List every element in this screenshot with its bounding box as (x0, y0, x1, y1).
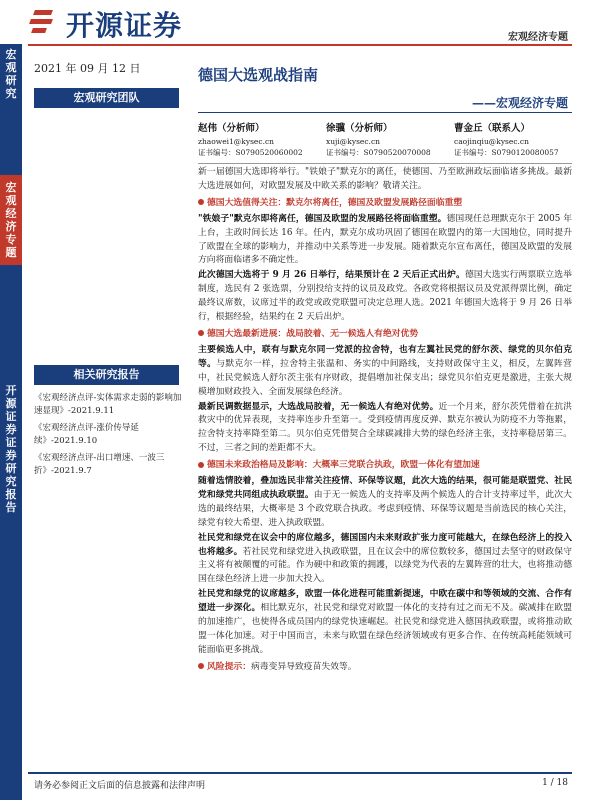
author-email[interactable]: caojinqiu@kysec.cn (454, 137, 529, 146)
related-reports-list (34, 392, 186, 482)
bullet-icon (198, 663, 204, 669)
intro-paragraph: 新一届德国大选即将举行。"铁娘子"默克尔的离任，使德国、乃至欧洲政坛面临诸多挑战。最新大选进展如何，对欧盟发展及中欧关系的影响？敬请关注。 (198, 167, 572, 191)
author-card (326, 123, 446, 158)
report-body (198, 166, 572, 677)
author-name: 徐骥（分析师） (326, 123, 393, 134)
author-email[interactable]: xuji@kysec.cn (326, 137, 380, 146)
side-strip (0, 44, 22, 800)
bullet-icon (198, 462, 204, 468)
related-report-item[interactable]: 《宏观经济点评-涨价传导延续》-2021.9.10 (34, 423, 139, 446)
header-tag: 宏观经济专题 (508, 32, 568, 43)
section-heading: 德国大选值得关注：默克尔将离任，德国及欧盟发展路径面临重塑 (198, 197, 572, 211)
logo-icon (30, 8, 58, 36)
team-label: 宏观研究团队 (34, 88, 179, 108)
side-strip-highlight (0, 175, 22, 265)
title-divider (198, 112, 572, 113)
side-label-bottom: 开源证券 证券研究报告 (5, 384, 17, 514)
author-name: 赵伟（分析师） (198, 123, 265, 134)
author-name: 曹金丘（联系人） (454, 123, 531, 134)
report-date: 2021 年 09 月 12 日 (34, 62, 141, 75)
body-paragraph: 主要候选人中，联有与默克尔同一党派的拉舍特，也有左翼社民党的舒尔茨、绿党的贝尔伯克等。与默克尔一样，拉舍特主张温和、务实的中间路线，支持财政保守主义，相反，左翼阵营中，社民党候选人舒尔茨主张有序财政，提倡增加社保支出；绿党贝尔伯克更是激进，主张大规模增加财政投入、全面发展绿色经济。 (198, 344, 572, 397)
footer-disclaimer: 请务必参阅正文后面的信息披露和法律声明 (34, 781, 206, 791)
author-email[interactable]: zhaowei1@kysec.cn (198, 137, 274, 146)
page-subtitle: ——宏观经济专题 (471, 96, 568, 110)
body-paragraph: 最新民调数据显示，大选战局胶着，无一候选人有绝对优势。近一个月来，舒尔茨凭借着在抗洪救灾中的优异表现，支持率连步升至第一。受到疫情再度反弹、默克尔被认为防疫不力等拖累，拉舍特支持率降至第二。贝尔伯克凭借契合全球碳减排大势的绿色经济主张，支持率稳居第三。不过，三者之间的差距都不大。 (198, 401, 572, 454)
section-heading: 德国大选最新进展：战局胶着、无一候选人有绝对优势 (198, 328, 572, 342)
author-cert: 证书编号：S0790120080057 (454, 148, 559, 157)
body-paragraph: "铁娘子"默克尔即将离任，德国及欧盟的发展路径将面临重塑。德国现任总理默克尔于 2005 年上台，主政时间长达 16 年。任内，默克尔成功巩固了德国在欧盟内的第一大国地位，同时提升了欧盟在全球的影响力，并推动中关系等进一步发展。随着默克尔宣布离任，德国及欧盟的发展方向将面临诸多不确定性。 (198, 213, 572, 266)
author-divider (198, 163, 572, 164)
side-label-mid: 宏观经济专题 (5, 181, 17, 259)
side-label-top: 宏观研究 (5, 48, 17, 100)
header-divider (28, 44, 572, 46)
body-paragraph: 社民党和绿党的议席越多，欧盟一体化进程可能重新提速，中欧在碳中和等领域的交流、合作有望进一步深化。相比默克尔，社民党和绿党对欧盟一体化的支持有过之而无不及。碳减排在欧盟的加速推广，也使得各成员国内的绿党快速崛起。社民党和绿党进入德国执政联盟，或将推动欧盟一体化加速。对于中国而言，未来与欧盟在绿色经济领域或有更多合作、在传统高耗能领域可能面临更多挑战。 (198, 589, 572, 655)
related-reports-heading: 相关研究报告 (34, 365, 179, 385)
brand-name: 开源证券 (66, 9, 183, 42)
author-cert: 证书编号：S0790520070008 (326, 148, 431, 157)
bullet-icon (198, 199, 204, 205)
section-heading: 德国未来政治格局及影响：大概率三党联合执政，欧盟一体化有望加速 (198, 459, 572, 473)
related-report-item[interactable]: 《宏观经济点评-出口增速、一波三折》-2021.9.7 (34, 453, 165, 476)
company-logo (20, 4, 280, 40)
body-paragraph: 社民党和绿党在议会中的席位越多，德国国内未来财政扩张力度可能越大，在绿色经济上的投入也将越多。若社民党和绿党进入执政联盟，且在议会中的席位数较多，德国过去坚守的财政保守主义将有被颠覆的可能。作为硬中和政策的拥護，以绿党为代表的左翼阵营的壮大，也将推动德国在绿色经济上进一步加大投入。 (198, 532, 572, 585)
risk-note: 风险提示：病毒变异导致疫苗失效等。 (198, 661, 572, 675)
bullet-icon (198, 330, 204, 336)
body-paragraph: 随着选情胶着，叠加选民非常关注疫情、环保等议题，此次大选的结果，很可能是联盟党、社民党和绿党共同组成执政联盟。由于无一候选人的支持率及两个候选人的合计支持率过半，此次大选的最终结果，大概率是 3 个政党联合执政。考虑到疫情、环保等议题是当前选民的核心关注，绿党有较大希望、进入执政联盟。 (198, 476, 572, 528)
author-card (198, 123, 318, 158)
body-paragraph: 此次德国大选将于 9 月 26 日举行，结果预计在 2 天后正式出炉。德国大选实行两票联立选举制度，选民有 2 张选票，分别投给支持的议员及政党。各政党将根据议员及党派得票比例，确定最终议席数，议席过半的政党或政党联盟可决定总理人选。2021 年德国大选将于 9 月 26 日举行，根据经验，结果约在 2 天后出炉。 (198, 270, 572, 323)
author-cert: 证书编号：S0790520060002 (198, 148, 303, 157)
page-title: 德国大选观战指南 (198, 66, 319, 84)
footer-divider (28, 772, 572, 774)
author-card (454, 123, 574, 158)
page-number: 1 / 18 (542, 778, 568, 788)
related-report-item[interactable]: 《宏观经济点评-实体需求走弱的影响加速显现》-2021.9.11 (34, 393, 182, 416)
